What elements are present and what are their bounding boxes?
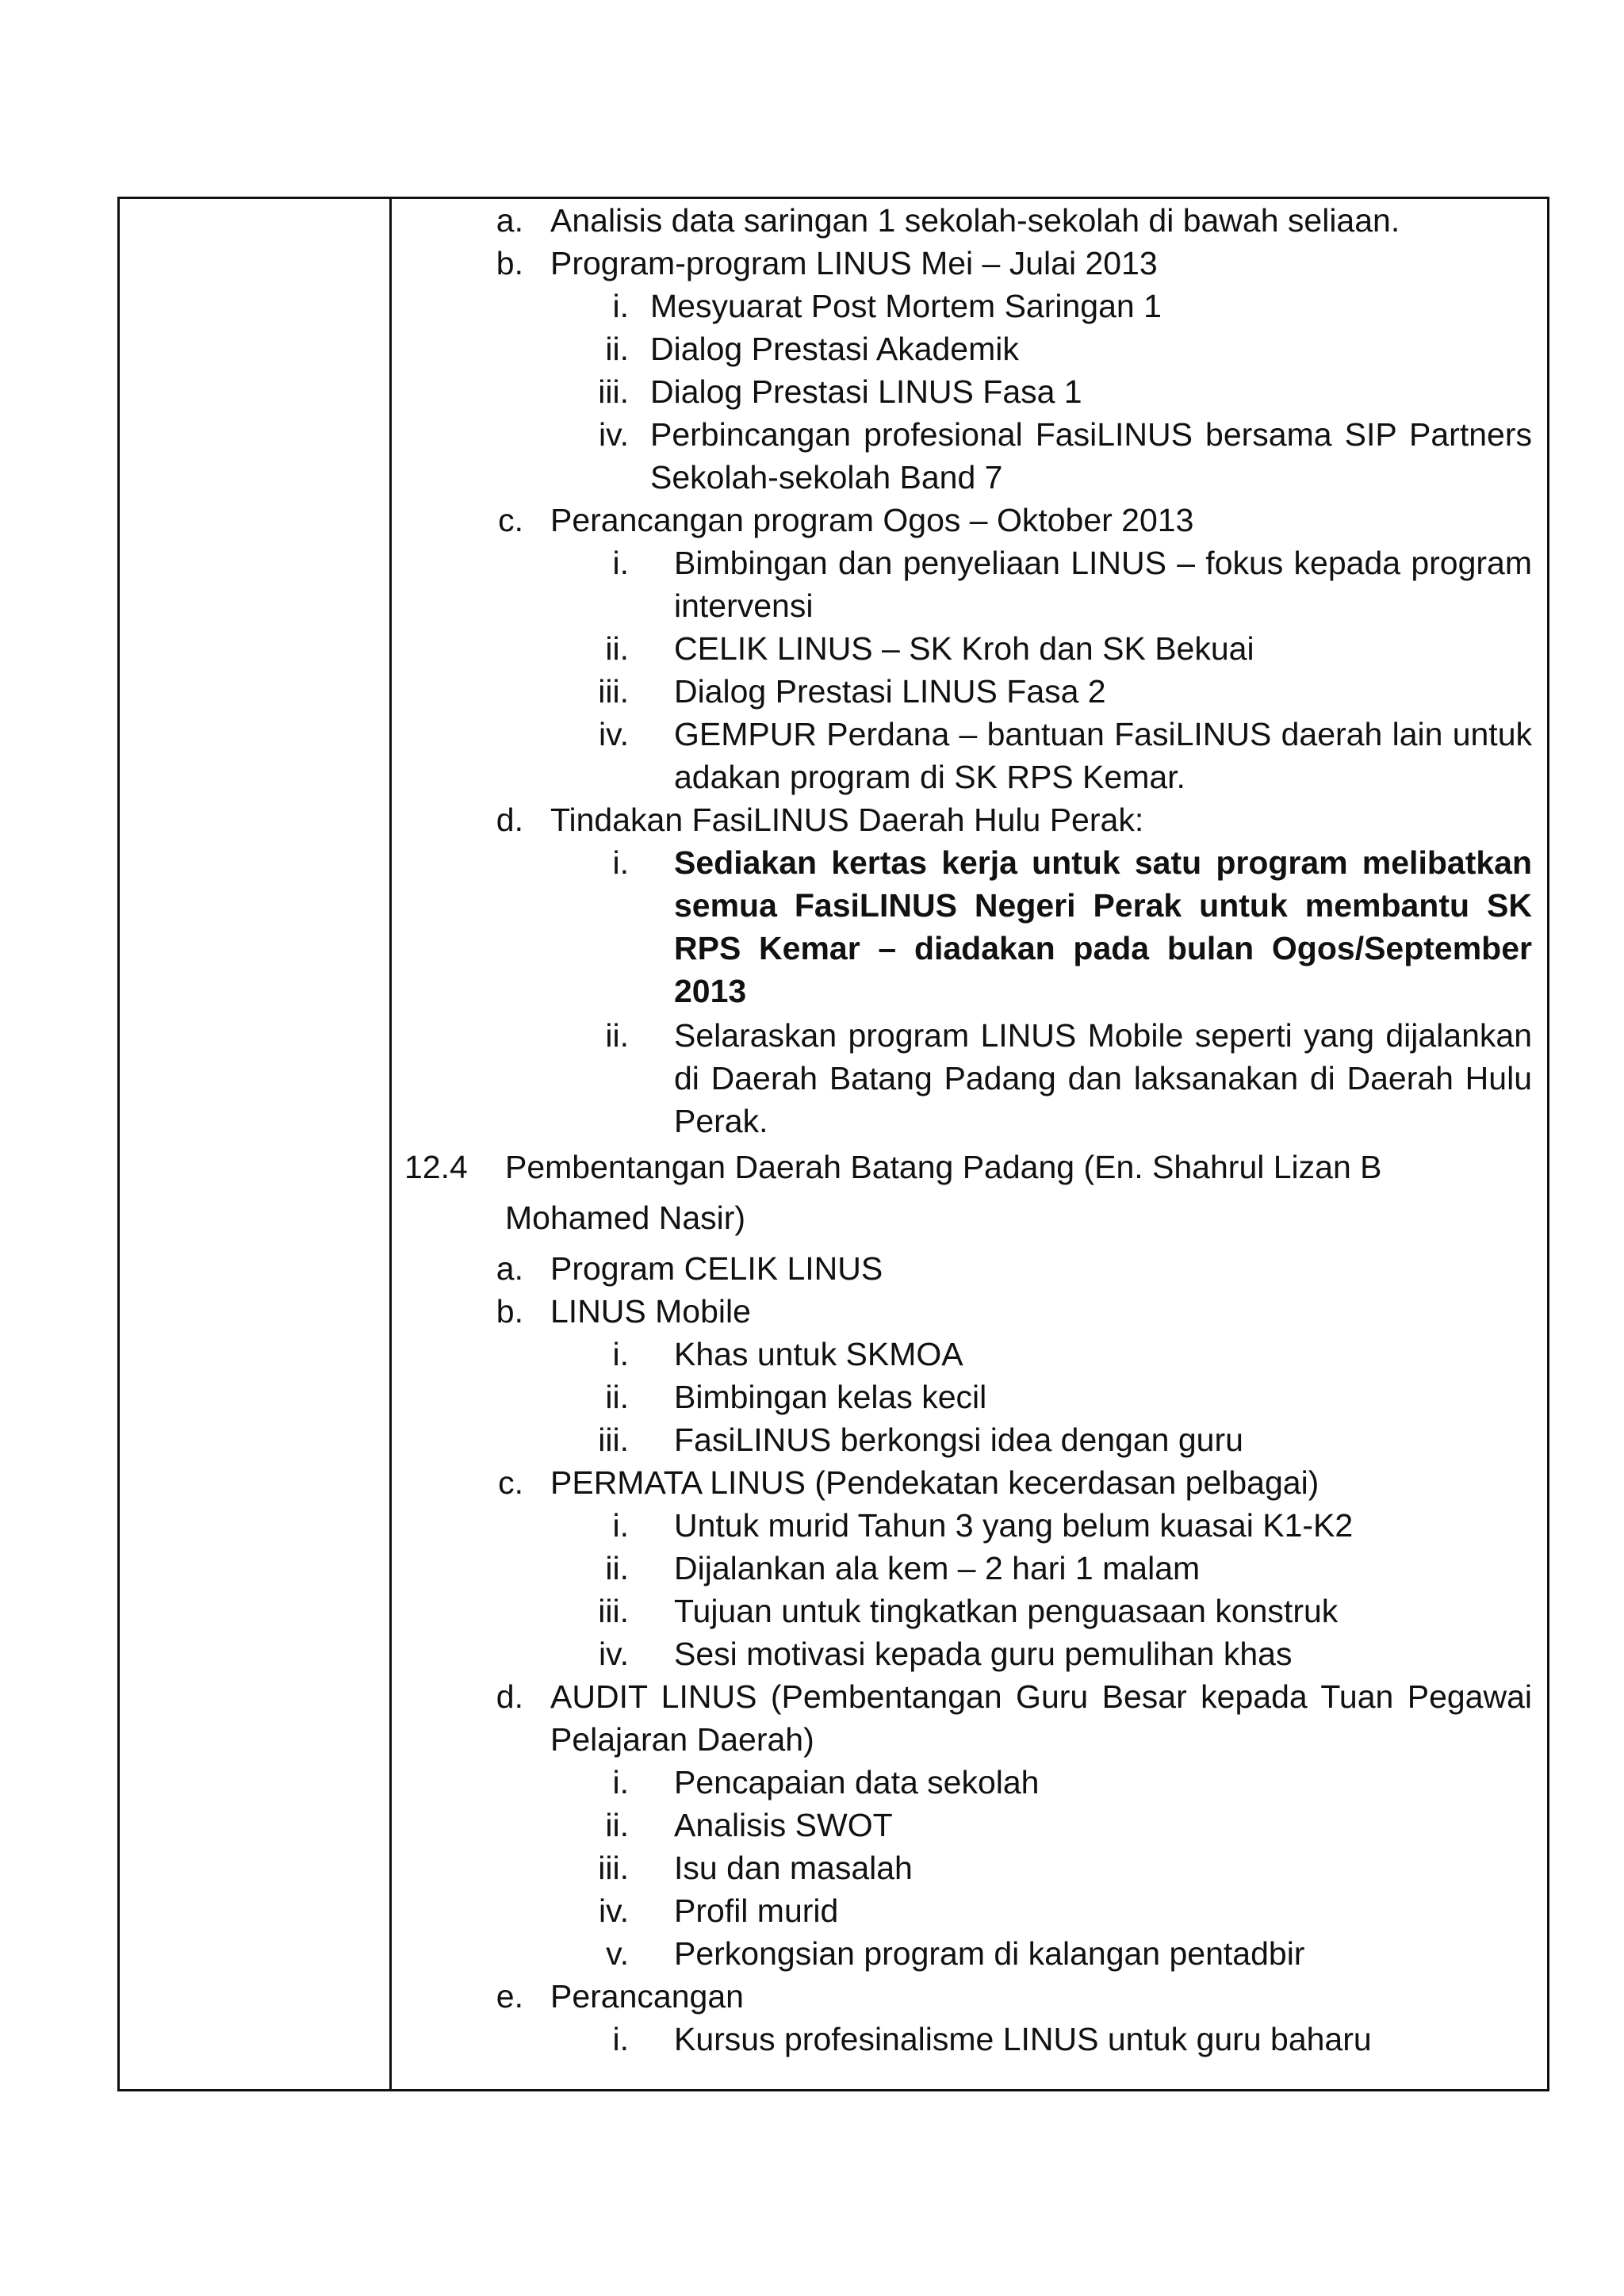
list-marker: i. — [612, 1764, 629, 1800]
list-marker: i. — [612, 1507, 629, 1544]
list-marker: ii. — [605, 1017, 629, 1054]
list-marker: c. — [498, 502, 523, 538]
list-marker: ii. — [605, 1379, 629, 1415]
list-item-text: Dialog Prestasi LINUS Fasa 1 — [650, 373, 1082, 410]
list-item-text: Bimbingan dan penyeliaan LINUS – fokus kepada program — [674, 545, 1532, 581]
list-item-text: adakan program di SK RPS Kemar. — [674, 759, 1185, 795]
list-item-text: Analisis data saringan 1 sekolah-sekolah di bawah seliaan. — [550, 202, 1400, 239]
list-item-text: Khas untuk SKMOA — [674, 1336, 963, 1372]
list-item-text: RPS Kemar – diadakan pada bulan Ogos/September — [674, 930, 1532, 966]
list-marker: iv. — [599, 1892, 629, 1929]
list-item-text: Perbincangan profesional FasiLINUS bersama SIP Partners — [650, 416, 1532, 453]
list-item-text: intervensi — [674, 587, 814, 624]
list-marker: b. — [496, 1293, 523, 1330]
list-marker: a. — [496, 202, 523, 239]
list-item-text: LINUS Mobile — [550, 1293, 751, 1330]
list-marker: iii. — [598, 1850, 629, 1886]
list-item-text: Analisis SWOT — [674, 1807, 893, 1843]
list-marker: b. — [496, 245, 523, 281]
list-item-text: Dialog Prestasi Akademik — [650, 331, 1019, 367]
list-item-text: Sekolah-sekolah Band 7 — [650, 459, 1003, 496]
list-marker: v. — [606, 1935, 629, 1972]
list-item-text: Selaraskan program LINUS Mobile seperti yang dijalankan — [674, 1017, 1532, 1054]
list-item-text: Perancangan — [550, 1978, 744, 2015]
list-marker: iii. — [598, 373, 629, 410]
list-item-text: semua FasiLINUS Negeri Perak untuk membantu SK — [674, 887, 1532, 924]
list-marker: ii. — [605, 1807, 629, 1843]
list-item-text: PERMATA LINUS (Pendekatan kecerdasan pelbagai) — [550, 1464, 1320, 1501]
list-item-text: GEMPUR Perdana – bantuan FasiLINUS daerah lain untuk — [674, 716, 1532, 752]
list-item-text: Perancangan program Ogos – Oktober 2013 — [550, 502, 1194, 538]
list-item-text: Perkongsian program di kalangan pentadbir — [674, 1935, 1305, 1972]
list-marker: iii. — [598, 1422, 629, 1458]
list-marker: iv. — [599, 416, 629, 453]
list-marker: d. — [496, 1678, 523, 1715]
list-item-text: Pencapaian data sekolah — [674, 1764, 1040, 1800]
list-item-text: Mohamed Nasir) — [505, 1200, 746, 1236]
list-item-text: AUDIT LINUS (Pembentangan Guru Besar kepada Tuan Pegawai — [550, 1678, 1532, 1715]
list-item-text: Untuk murid Tahun 3 yang belum kuasai K1-K2 — [674, 1507, 1354, 1544]
list-item-text: Program CELIK LINUS — [550, 1250, 883, 1287]
list-item-text: Kursus profesinalisme LINUS untuk guru baharu — [674, 2021, 1372, 2057]
list-marker: i. — [612, 545, 629, 581]
list-marker: ii. — [605, 331, 629, 367]
list-item-text: Perak. — [674, 1103, 768, 1139]
list-item-text: Program-program LINUS Mei – Julai 2013 — [550, 245, 1158, 281]
list-marker: ii. — [605, 630, 629, 667]
list-marker: d. — [496, 802, 523, 838]
list-item-text: Sesi motivasi kepada guru pemulihan khas — [674, 1636, 1293, 1672]
list-item-text: 12.4 — [404, 1149, 468, 1185]
list-item-text: Tujuan untuk tingkatkan penguasaan konstruk — [674, 1593, 1339, 1629]
list-marker: iii. — [598, 673, 629, 710]
list-marker: i. — [612, 1336, 629, 1372]
list-marker: iv. — [599, 1636, 629, 1672]
list-item-text: Pelajaran Daerah) — [550, 1721, 814, 1758]
list-marker: i. — [612, 844, 629, 881]
list-item-text: Profil murid — [674, 1892, 839, 1929]
list-item-text: Dijalankan ala kem – 2 hari 1 malam — [674, 1550, 1201, 1586]
list-marker: c. — [498, 1464, 523, 1501]
list-item-text: Tindakan FasiLINUS Daerah Hulu Perak: — [550, 802, 1144, 838]
list-marker: iii. — [598, 1593, 629, 1629]
list-marker: e. — [496, 1978, 523, 2015]
list-item-text: di Daerah Batang Padang dan laksanakan di Daerah Hulu — [674, 1060, 1532, 1096]
list-item-text: Isu dan masalah — [674, 1850, 913, 1886]
list-item-text: 2013 — [674, 973, 747, 1009]
list-marker: a. — [496, 1250, 523, 1287]
list-item-text: Dialog Prestasi LINUS Fasa 2 — [674, 673, 1106, 710]
list-item-text: FasiLINUS berkongsi idea dengan guru — [674, 1422, 1243, 1458]
column-divider — [389, 199, 392, 2089]
list-marker: ii. — [605, 1550, 629, 1586]
list-item-text: CELIK LINUS – SK Kroh dan SK Bekuai — [674, 630, 1254, 667]
list-item-text: Sediakan kertas kerja untuk satu program melibatkan — [674, 844, 1532, 881]
list-marker: iv. — [599, 716, 629, 752]
list-item-text: Bimbingan kelas kecil — [674, 1379, 987, 1415]
list-item-text: Mesyuarat Post Mortem Saringan 1 — [650, 288, 1162, 324]
list-marker: i. — [612, 288, 629, 324]
list-item-text: Pembentangan Daerah Batang Padang (En. Shahrul Lizan B — [505, 1149, 1382, 1185]
list-marker: i. — [612, 2021, 629, 2057]
